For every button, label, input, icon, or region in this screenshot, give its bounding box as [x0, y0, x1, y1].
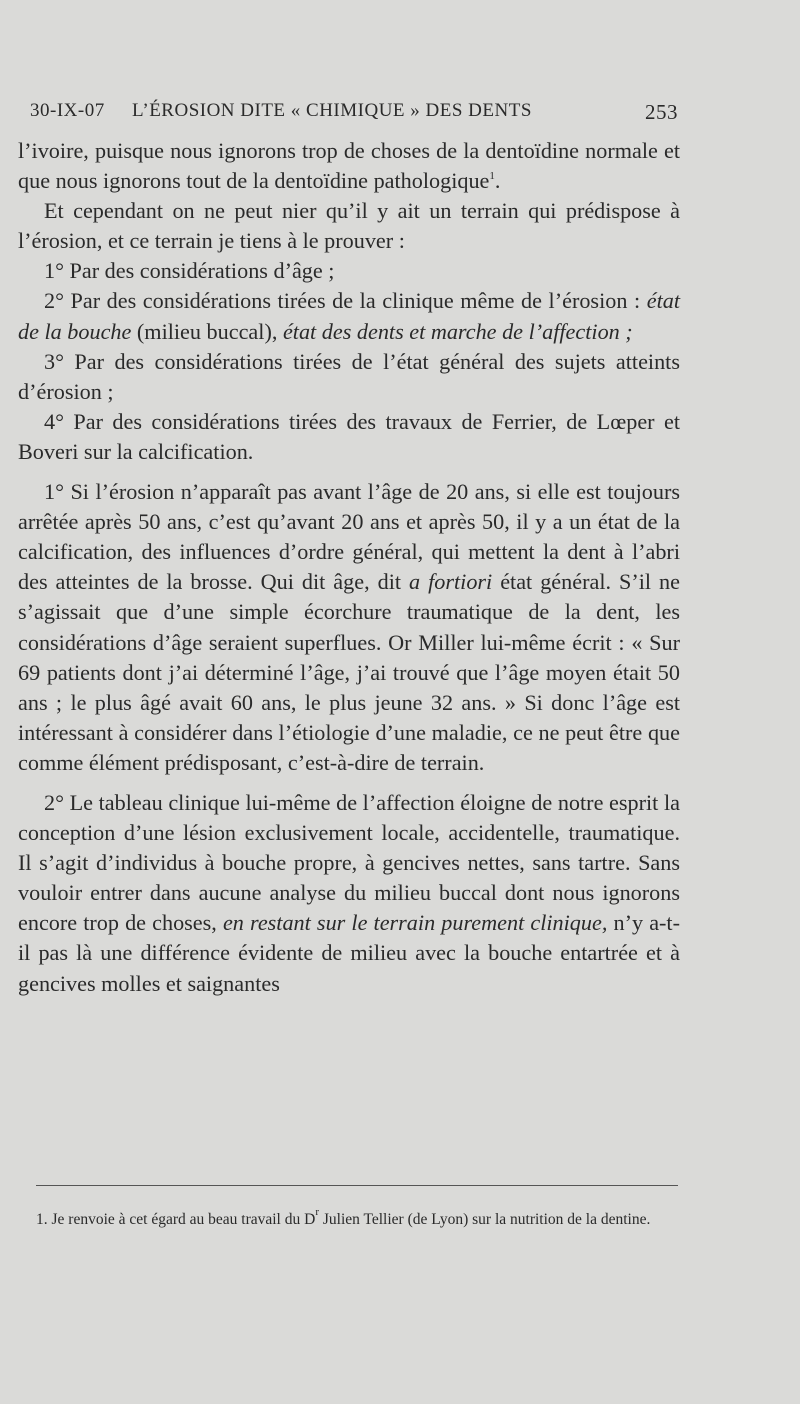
header-title: L’ÉROSION DITE « CHIMIQUE » DES DENTS [132, 100, 532, 121]
page-number: 253 [645, 100, 678, 124]
paragraph-clinical: 2° Le tableau clinique lui-même de l’affection éloigne de notre esprit la conception d’une lésion exclusivement locale, accidentelle, traumatique. Il s’agit d’individus à bouche propre, à gencives nettes, sans tartre. Sans vouloir entrer dans aucune analyse du milieu buccal dont nous ignorons encore trop de choses, en restant sur le terrain purement clinique, n’y a-t-il pas là une différence évidente de milieu avec la bouche entartrée et à gencives molles et saignantes [18, 789, 680, 996]
running-header [30, 100, 678, 130]
footnote-divider [36, 1185, 678, 1186]
list-item-1: 1° Par des considérations d’âge ; [44, 258, 335, 284]
paragraph-1: l’ivoire, puisque nous ignorons trop de choses de la dentoïdine normale et que nous ignorons tout de la dentoïdine pathologique$^1$. [18, 138, 680, 194]
header-date: 30-IX-07 [30, 100, 105, 121]
body-text [18, 136, 680, 999]
footnote-text: 1. Je renvoie à cet égard au beau travail du $D^r$ Julien Tellier (de Lyon) sur la nutrition de la dentine. [36, 1206, 651, 1228]
footnote-ref[interactable]: 1 [489, 170, 495, 183]
footnote-number: 1. [36, 1211, 48, 1228]
list-item-2: 2° Par des considérations tirées de la clinique même de l’érosion : état de la bouche (milieu buccal), état des dents et marche de l’affection ; [18, 288, 680, 344]
list-item-4: 4° Par des considérations tirées des travaux de Ferrier, de Lœper et Boveri sur la calcification. [18, 408, 680, 464]
paragraph-age: 1° Si l’érosion n’apparaît pas avant l’âge de 20 ans, si elle est toujours arrêtée après 50 ans, c’est qu’avant 20 ans et après 50, il y a un état de la calcification, des influences d’ordre général, qui mettent la dent à l’abri des atteintes de la brosse. Qui dit âge, dit a fortiori état général. S’il ne s’agissait que d’une simple écorchure traumatique de la dent, les considérations d’âge seraient superflues. Or Miller lui-même écrit : « Sur 69 patients dont j’ai déterminé l’âge, j’ai trouvé que l’âge moyen était 50 ans ; le plus âgé avait 60 ans, le plus jeune 32 ans. » Si donc l’âge est intéressant à considérer dans l’étiologie d’une maladie, ce ne peut être que comme élément prédisposant, c’est-à-dire de terrain. [18, 479, 681, 775]
footnote [18, 1206, 680, 1230]
paragraph-2: Et cependant on ne peut nier qu’il y ait un terrain qui prédispose à l’érosion, et ce terrain je tiens à le prouver : [18, 198, 680, 254]
list-item-3: 3° Par des considérations tirées de l’état général des sujets atteints d’érosion ; [18, 348, 680, 404]
